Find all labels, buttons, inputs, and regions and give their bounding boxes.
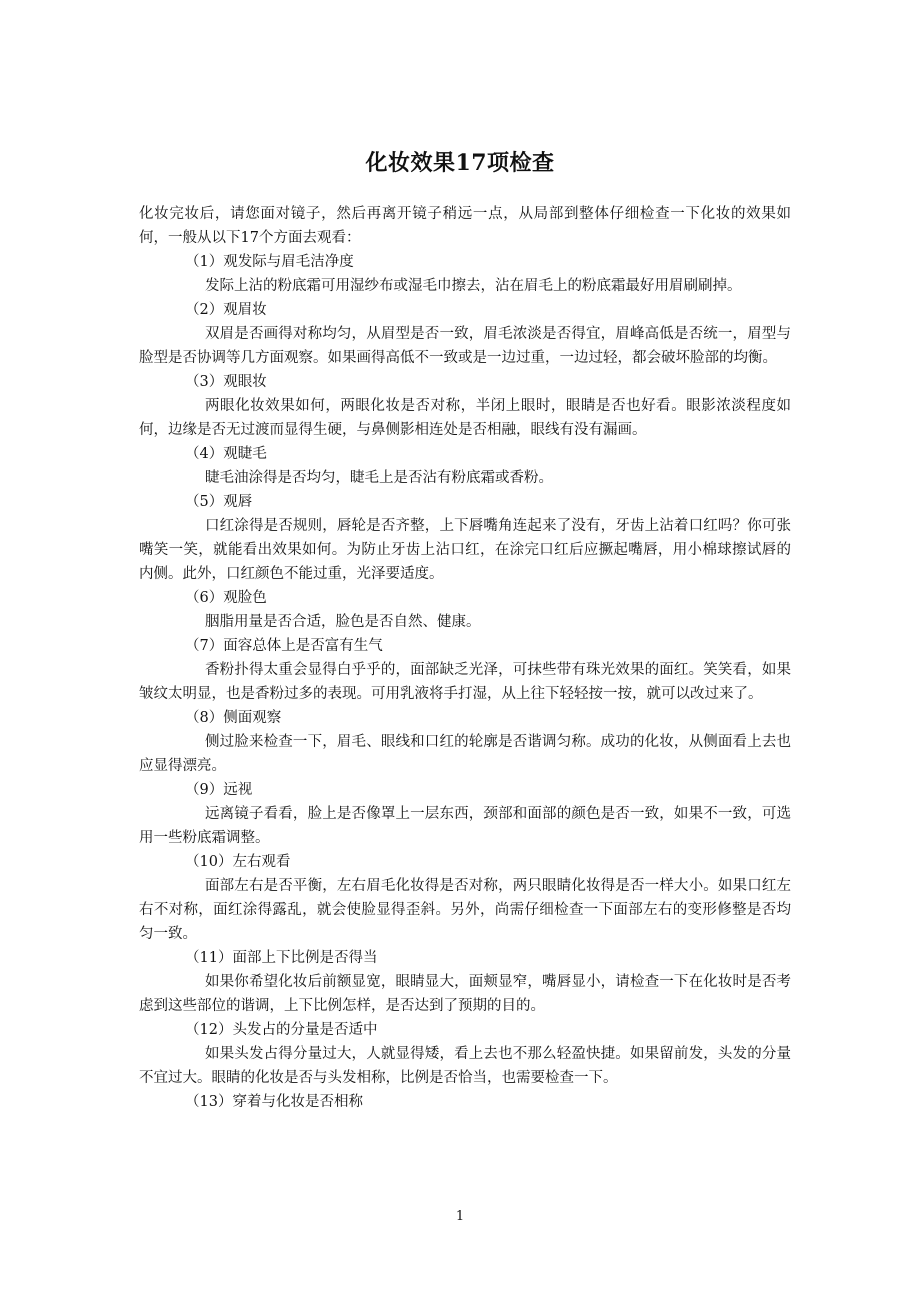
section-heading: （12）头发占的分量是否适中: [185, 1022, 378, 1038]
section-5: [139, 490, 791, 586]
section-body: 睫毛油涂得是否均匀，睫毛上是否沾有粉底霜或香粉。: [205, 470, 553, 486]
section-heading: （7）面容总体上是否富有生气: [185, 638, 383, 654]
section-11: [139, 946, 791, 1018]
section-7: [139, 634, 791, 706]
section-3: [139, 370, 791, 442]
section-body: 侧过脸来检查一下，眉毛、眼线和口红的轮廓是否谐调匀称。成功的化妆，从侧面看上去也应显得漂亮。: [139, 734, 791, 774]
section-heading: （5）观唇: [185, 494, 253, 510]
section-body: 远离镜子看看，脸上是否像罩上一层东西，颈部和面部的颜色是否一致，如果不一致，可选用一些粉底霜调整。: [139, 806, 791, 846]
document-content: [139, 202, 791, 1114]
section-heading: （1）观发际与眉毛洁净度: [185, 254, 354, 270]
section-body: 胭脂用量是否合适，脸色是否自然、健康。: [205, 614, 481, 630]
section-body: 两眼化妆效果如何，两眼化妆是否对称，半闭上眼时，眼睛是否也好看。眼影浓淡程度如何，边缘是否无过渡而显得生硬，与鼻侧影相连处是否相融，眼线有没有漏画。: [139, 398, 791, 438]
page-number: 1: [455, 1209, 465, 1224]
section-8: [139, 706, 791, 778]
section-heading: （13）穿着与化妆是否相称: [185, 1094, 363, 1110]
section-2: [139, 298, 791, 370]
section-heading: （4）观睫毛: [185, 446, 267, 462]
section-heading: （11）面部上下比例是否得当: [185, 950, 378, 966]
section-12: [139, 1018, 791, 1090]
document-title: 化妆效果17项检查: [365, 150, 555, 176]
section-body: 口红涂得是否规则，唇轮是否齐整，上下唇嘴角连起来了没有，牙齿上沾着口红吗？你可张嘴笑一笑，就能看出效果如何。为防止牙齿上沾口红，在涂完口红后应撅起嘴唇，用小棉球擦试唇的内侧。此外，口红颜色不能过重，光泽要适度。: [139, 518, 791, 582]
section-heading: （8）侧面观察: [185, 710, 282, 726]
section-body: 面部左右是否平衡，左右眉毛化妆得是否对称，两只眼睛化妆得是否一样大小。如果口红左右不对称，面红涂得露乱，就会使脸显得歪斜。另外，尚需仔细检查一下面部左右的变形修整是否均匀一致。: [139, 878, 791, 942]
section-10: [139, 850, 791, 946]
section-body: 发际上沾的粉底霜可用湿纱布或湿毛巾擦去，沾在眉毛上的粉底霜最好用眉刷刷掉。: [205, 278, 742, 294]
section-9: [139, 778, 791, 850]
section-13: [139, 1090, 791, 1114]
section-heading: （2）观眉妆: [185, 302, 267, 318]
section-body: 香粉扑得太重会显得白乎乎的，面部缺乏光泽，可抹些带有珠光效果的面红。笑笑看，如果皱纹太明显，也是香粉过多的表现。可用乳液将手打湿，从上往下轻轻按一按，就可以改过来了。: [139, 662, 791, 702]
section-heading: （9）远视: [185, 782, 253, 798]
section-body: 双眉是否画得对称均匀，从眉型是否一致，眉毛浓淡是否得宜，眉峰高低是否统一，眉型与脸型是否协调等几方面观察。如果画得高低不一致或是一边过重，一边过轻，都会破坏脸部的均衡。: [139, 326, 791, 366]
section-body: 如果头发占得分量过大，人就显得矮，看上去也不那么轻盈快捷。如果留前发，头发的分量不宜过大。眼睛的化妆是否与头发相称，比例是否恰当，也需要检查一下。: [139, 1046, 791, 1086]
section-heading: （6）观脸色: [185, 590, 267, 606]
section-heading: （3）观眼妆: [185, 374, 267, 390]
section-heading: （10）左右观看: [185, 854, 291, 870]
section-6: [139, 586, 791, 634]
section-1: [139, 250, 791, 298]
intro-paragraph: 化妆完妆后，请您面对镜子，然后再离开镜子稍远一点，从局部到整体仔细检查一下化妆的效果如何，一般从以下17个方面去观看：: [139, 206, 791, 246]
section-body: 如果你希望化妆后前额显宽，眼睛显大，面颊显窄，嘴唇显小，请检查一下在化妆时是否考虑到这些部位的谐调，上下比例怎样，是否达到了预期的目的。: [139, 974, 791, 1014]
section-4: [139, 442, 791, 490]
